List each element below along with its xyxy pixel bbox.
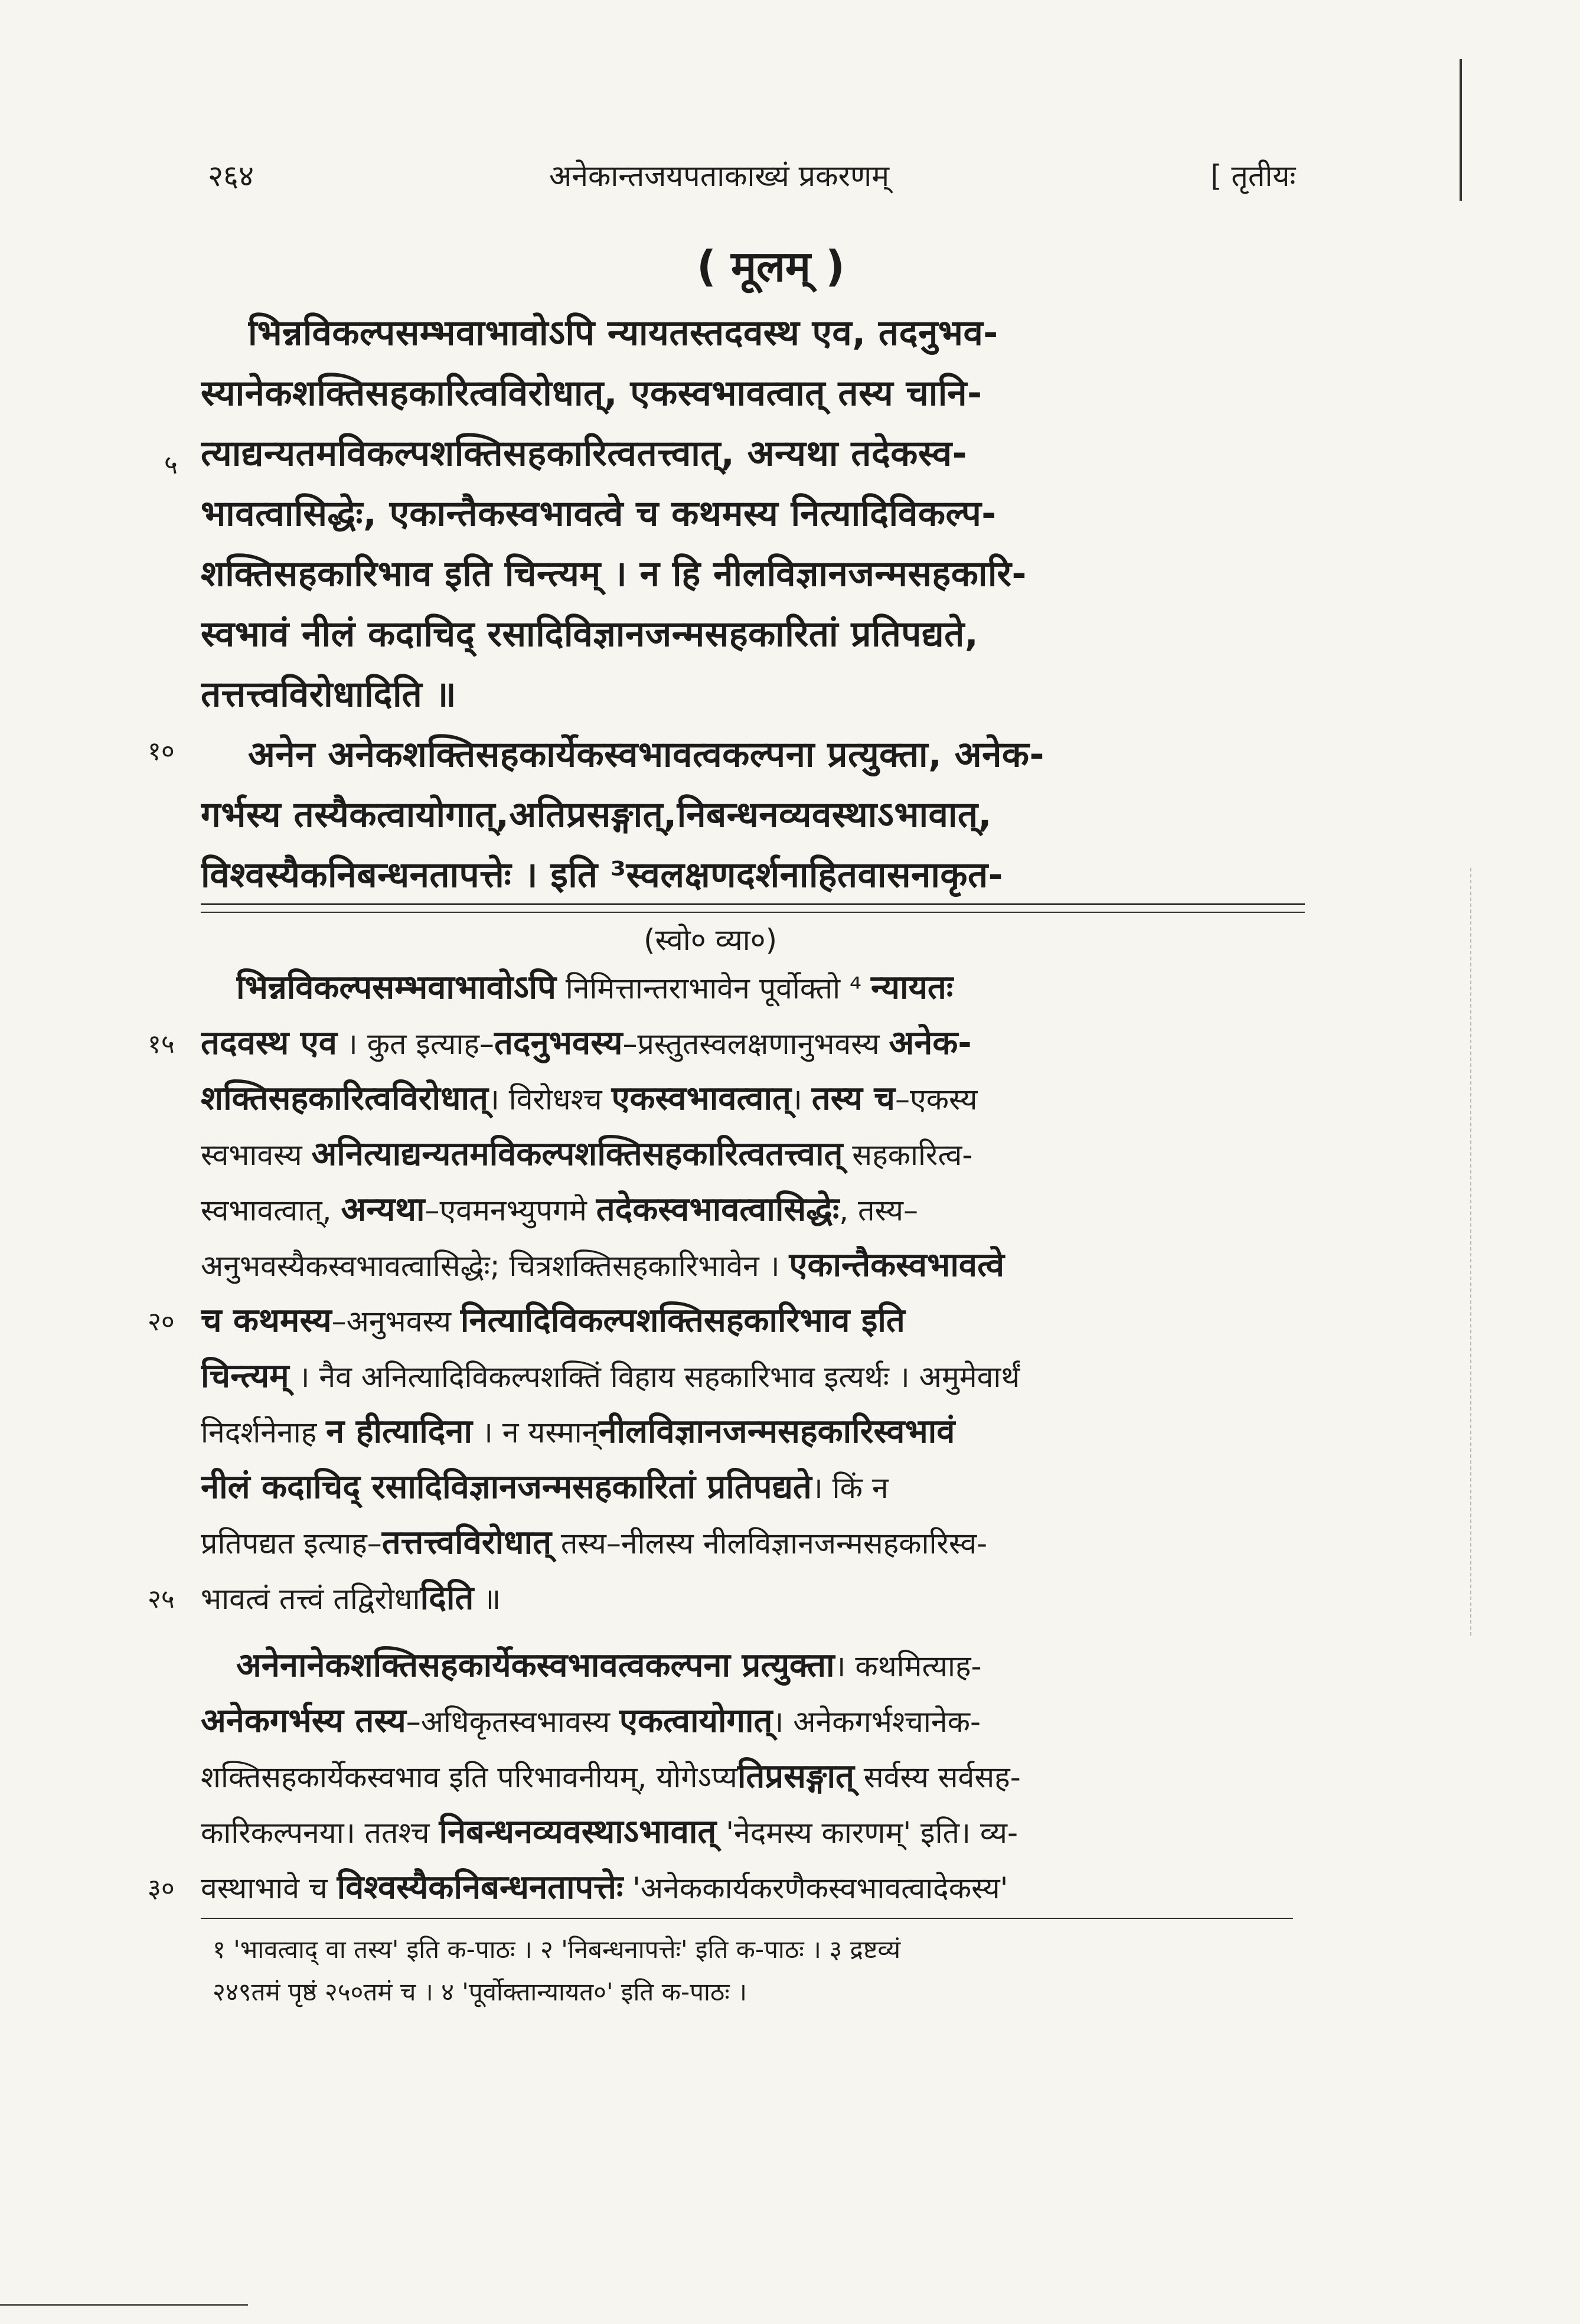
commentary-text: । किं न	[811, 1471, 889, 1505]
commentary-heading: (स्वो० व्या०)	[644, 923, 778, 957]
commentary-text: –एवमनभ्युपगमे	[425, 1193, 596, 1228]
scan-edge-mark	[1470, 868, 1471, 1636]
commentary-bold: विश्वस्यैकनिबन्धनतापत्तेः	[337, 1868, 623, 1907]
commentary-bold: दिति	[420, 1579, 474, 1617]
scan-edge-mark	[1460, 59, 1462, 201]
commentary-text: 'नेदमस्य कारणम्' इति। व्य-	[716, 1816, 1018, 1850]
commentary-bold: अन्यथा	[341, 1190, 425, 1229]
commentary-text: कारिकल्पनया। ततश्च	[201, 1816, 439, 1850]
mula-line: भावत्वासिद्धेः, एकान्तैकस्वभावत्वे च कथमस्य नित्यादिविकल्प-	[201, 493, 997, 534]
commentary-text: । अनेकगर्भश्चानेक-	[772, 1705, 981, 1739]
line-number: ३०	[148, 1873, 175, 1904]
commentary-bold: न्यायतः	[870, 968, 954, 1007]
commentary-text: वस्थाभावे च	[201, 1871, 337, 1905]
commentary-bold: नित्यादिविकल्पशक्तिसहकारिभाव इति	[460, 1301, 905, 1340]
commentary-bold: शक्तिसहकारित्वविरोधात्	[201, 1079, 488, 1118]
commentary-bold: एकस्वभावत्वात्	[611, 1079, 791, 1118]
footnote-line: १ 'भावत्वाद् वा तस्य' इति क-पाठः । २ 'निबन्धनापत्तेः' इति क-पाठः । ३ द्रष्टव्यं	[213, 1935, 901, 1964]
commentary-line	[201, 1186, 1340, 1230]
mula-line: त्याद्यन्यतमविकल्पशक्तिसहकारित्वतत्त्वात्, अन्यथा तदेकस्व-	[201, 433, 967, 474]
commentary-bold: चिन्त्यम्	[201, 1357, 289, 1395]
commentary-text: –अनुभवस्य	[331, 1304, 461, 1339]
commentary-bold: अनित्याद्यन्यतमविकल्पशक्तिसहकारित्वतत्त्वात्	[311, 1135, 843, 1173]
commentary-text: ॥	[474, 1582, 501, 1616]
scan-bottom-mark	[0, 2304, 248, 2306]
line-number: २०	[148, 1307, 175, 1337]
commentary-line	[201, 1574, 1340, 1619]
commentary-line	[201, 1408, 1340, 1452]
commentary-bold: नीलं कदाचिद् रसादिविज्ञानजन्मसहकारितां प्रतिपद्यते	[201, 1468, 812, 1506]
page-number: २६४	[208, 159, 254, 193]
commentary-text: –प्रस्तुतस्वलक्षणानुभवस्य	[622, 1027, 889, 1061]
commentary-bold: निबन्धनव्यवस्थाऽभावात्	[439, 1813, 717, 1851]
mula-line: तत्तत्त्वविरोधादिति ॥	[201, 674, 457, 715]
mula-line: स्यानेकशक्तिसहकारित्वविरोधात्, एकस्वभावत्वात् तस्य चानि-	[201, 373, 982, 414]
commentary-line	[201, 1752, 1340, 1797]
footnote-divider	[201, 1918, 1293, 1919]
commentary-text: अनुभवस्यैकस्वभावत्वासिद्धेः; चित्रशक्तिसहकारिभावेन ।	[201, 1249, 789, 1283]
commentary-bold: न हीत्यादिना	[326, 1412, 473, 1451]
commentary-line	[236, 1641, 1376, 1686]
line-number: १०	[148, 736, 175, 766]
commentary-bold: एकान्तैकस्वभावत्वे	[789, 1246, 1005, 1284]
commentary-text: –अधिकृतस्वभावस्य	[406, 1705, 620, 1739]
commentary-line	[201, 1519, 1340, 1564]
commentary-text: । कुत इत्याह–	[337, 1027, 494, 1061]
commentary-text: , तस्य–	[839, 1193, 919, 1228]
commentary-bold: एकत्वायोगात्	[619, 1702, 773, 1740]
line-number: २५	[148, 1584, 175, 1614]
commentary-bold: च कथमस्य	[201, 1301, 332, 1340]
running-title: अनेकान्तजयपताकाख्यं प्रकरणम्	[549, 159, 889, 193]
commentary-line	[201, 1352, 1340, 1397]
commentary-bold: अनेकगर्भस्य तस्य	[201, 1702, 406, 1740]
section-divider	[201, 912, 1305, 913]
mula-heading: ( मूलम् )	[697, 241, 845, 291]
commentary-text: निदर्शनेनाह	[201, 1415, 327, 1450]
mula-line: भिन्नविकल्पसम्भवाभावोऽपि न्यायतस्तदवस्थ एव, तदनुभव-	[248, 312, 998, 354]
commentary-bold: तस्य च	[811, 1079, 895, 1118]
commentary-text: । नैव अनित्यादिविकल्पशक्तिं विहाय सहकारिभाव इत्यर्थः । अमुमेवार्थं	[289, 1360, 1020, 1394]
commentary-line	[201, 1241, 1340, 1286]
commentary-text: । विरोधश्च	[488, 1082, 612, 1117]
commentary-text: –एकस्य	[895, 1082, 978, 1117]
commentary-text: । कथमित्याह-	[834, 1649, 982, 1683]
mula-line: शक्तिसहकारिभाव इति चिन्त्यम् । न हि नीलविज्ञानजन्मसहकारि-	[201, 553, 1027, 595]
commentary-text: प्रतिपद्यत इत्याह–	[201, 1526, 382, 1561]
commentary-bold: भिन्नविकल्पसम्भवाभावोऽपि	[236, 968, 556, 1007]
commentary-text: स्वभावस्य	[201, 1138, 312, 1172]
commentary-bold: तदवस्थ एव	[201, 1024, 337, 1062]
commentary-line	[236, 964, 1376, 1008]
section-label: [ तृतीयः	[1210, 159, 1296, 193]
commentary-text: सहकारित्व-	[843, 1138, 973, 1172]
commentary-line	[201, 1697, 1340, 1742]
mula-line: विश्वस्यैकनिबन्धनतापत्तेः । इति ³स्वलक्षणदर्शनाहितवासनाकृत-	[201, 854, 1004, 896]
commentary-bold: तिप्रसङ्गात्	[737, 1757, 854, 1796]
commentary-line	[201, 1130, 1340, 1175]
commentary-line	[201, 1808, 1340, 1853]
commentary-text: शक्तिसहकार्येकस्वभाव इति परिभावनीयम्, योगेऽप्य	[201, 1760, 737, 1794]
mula-line: अनेन अनेकशक्तिसहकार्येकस्वभावत्वकल्पना प्रत्युक्ता, अनेक-	[248, 734, 1044, 775]
commentary-bold: अनेक-	[889, 1024, 972, 1062]
commentary-bold: तदेकस्वभावत्वासिद्धेः	[596, 1190, 840, 1229]
commentary-text: तस्य–नीलस्य नीलविज्ञानजन्मसहकारिस्व-	[551, 1526, 988, 1561]
commentary-text: 'अनेककार्यकरणैकस्वभावत्वादेकस्य'	[623, 1871, 1008, 1905]
commentary-text: सर्वस्य सर्वसह-	[854, 1760, 1021, 1794]
line-number: ५	[164, 450, 178, 480]
commentary-text: भावत्वं तत्त्वं तद्विरोधा	[201, 1582, 420, 1616]
commentary-line	[201, 1297, 1340, 1341]
commentary-line	[201, 1075, 1340, 1119]
section-divider	[201, 903, 1305, 905]
commentary-bold: अनेनानेकशक्तिसहकार्येकस्वभावत्वकल्पना प्रत्युक्ता	[236, 1646, 835, 1685]
commentary-bold: नीलविज्ञानजन्मसहकारिस्वभावं	[598, 1412, 955, 1451]
mula-line: स्वभावं नीलं कदाचिद् रसादिविज्ञानजन्मसहकारितां प्रतिपद्यते,	[201, 613, 979, 655]
commentary-line	[201, 1019, 1340, 1064]
commentary-line	[201, 1863, 1340, 1908]
mula-line: गर्भस्य तस्यैकत्वायोगात्,अतिप्रसङ्गात्,निबन्धनव्यवस्थाऽभावात्,	[201, 794, 992, 835]
commentary-text: ।	[791, 1082, 812, 1117]
commentary-bold: तत्तत्त्वविरोधात्	[381, 1523, 552, 1562]
commentary-text: । न यस्मान्	[472, 1415, 599, 1450]
commentary-text: स्वभावत्वात्,	[201, 1193, 341, 1228]
line-number: १५	[148, 1029, 175, 1059]
commentary-bold: तदनुभवस्य	[494, 1024, 623, 1062]
commentary-text: निमित्तान्तराभावेन पूर्वोक्तो ⁴	[556, 971, 862, 1006]
commentary-line	[201, 1463, 1340, 1508]
footnote-line: २४९तमं पृष्ठं २५०तमं च । ४ 'पूर्वोक्तान्यायत०' इति क-पाठः ।	[213, 1977, 747, 2006]
